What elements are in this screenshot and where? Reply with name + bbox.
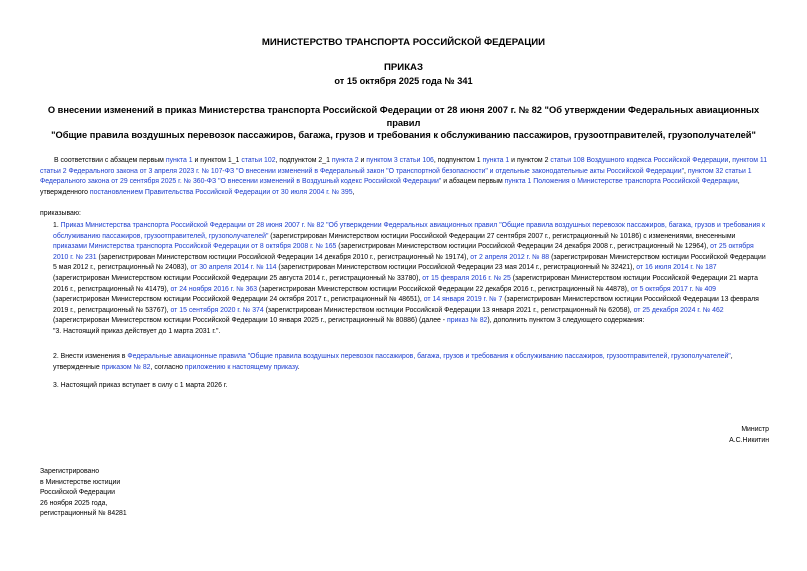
link-federal-law-360[interactable]: пунктом 32 статьи 1 Федерального закона от 29 сентября 2025 г. № 360-ФЗ "О внесении изменений в Воздушный кодекс Российской Федерации" xyxy=(40,167,752,186)
link-order-409[interactable]: от 5 октября 2017 г. № 409 xyxy=(630,285,717,293)
order-word: приказываю: xyxy=(40,210,81,217)
item-text: (зарегистрирован Министерством юстиции Российской Федерации 25 августа 2014 г., регистрационный № 33780), xyxy=(53,274,423,282)
item-text: (зарегистрирован Министерством юстиции Российской Федерации 27 сентября 2007 г., регистрационный № 10186) с изменениями, внесенными xyxy=(268,232,736,240)
link-order-374[interactable]: от 15 сентября 2020 г. № 374 xyxy=(170,306,264,314)
link-government-resolution-395[interactable]: постановлением Правительства Российской Федерации от 30 июля 2004 г. № 395 xyxy=(89,188,353,196)
document-title xyxy=(40,104,767,142)
link-order-231[interactable]: от 25 октября 2010 г. № 231 xyxy=(53,243,754,261)
preamble-text: , утвержденного xyxy=(40,178,740,196)
item-text: (зарегистрирован Министерством юстиции Российской Федерации 5 мая 2012 г., регистрационный № 24083), xyxy=(53,253,766,272)
item-text: 2. Внести изменения в xyxy=(53,353,128,360)
item-text: (зарегистрирован Министерством юстиции Российской Федерации 13 февраля 2019 г., регистрационный № 53767), xyxy=(53,296,759,314)
link-order-7[interactable]: от 14 января 2019 г. № 7 xyxy=(423,296,503,304)
item-text: (зарегистрирован Министерством юстиции Российской Федерации 10 января 2025 г., регистрационный № 80886) (далее - xyxy=(53,317,447,325)
link-order-25[interactable]: от 15 февраля 2016 г. № 25 xyxy=(422,274,511,282)
preamble-text: и абзацем первым xyxy=(441,178,505,186)
item-text: (зарегистрирован Министерством юстиции Российской Федерации 23 мая 2014 г., регистрационный № 32421), xyxy=(276,264,637,272)
item-text: (зарегистрирован Министерством юстиции Российской Федерации 13 января 2021 г., регистрационный № 62058), xyxy=(263,306,634,314)
link-article-106-p2[interactable]: пункта 2 xyxy=(331,157,359,164)
link-order-165[interactable]: приказами Министерства транспорта Российской Федерации от 8 октября 2008 г. № 165 xyxy=(53,243,337,251)
link-ministry-regulation[interactable]: пункта 1 Положения о Министерстве транспорта Российской Федерации xyxy=(504,178,738,186)
item-text: . xyxy=(297,363,300,371)
preamble-text: , подпунктом 1 xyxy=(433,157,483,164)
item-text: (зарегистрирован Министерством юстиции Российской Федерации 21 марта 2016 г., регистрационный № 41479), xyxy=(53,274,758,293)
link-article-102[interactable]: статьи 102 xyxy=(241,157,276,164)
registration-date: 26 ноября 2025 года, xyxy=(40,499,108,507)
link-federal-law-107[interactable]: пунктом 11 статьи 2 Федерального закона от 3 апреля 2023 г. № 107-ФЗ "О внесении изменений в Федеральный закон "О транспортной безопасности" и отдельные законодательные акты Российской Федерации" xyxy=(40,157,768,175)
item-text: (зарегистрирован Министерством юстиции Российской Федерации 24 октября 2017 г., регистрационный № 48651), xyxy=(53,296,424,304)
preamble-text: и пунктом 1_1 xyxy=(192,157,242,164)
registration-line: в Министерстве юстиции xyxy=(40,478,121,486)
preamble-text: и пунктом 2 xyxy=(509,157,551,164)
title-line-1: О внесении изменений в приказ Министерства транспорта Российской Федерации от 28 июня 2007 г. № 82 "Об утверждении Федеральных авиационных правил xyxy=(47,105,760,128)
item-3-paragraph: 3. Настоящий приказ вступает в силу с 1 марта 2026 г. xyxy=(53,382,228,389)
link-order-462[interactable]: от 25 декабря 2024 г. № 462 xyxy=(633,306,724,314)
link-article-106-p3[interactable]: пунктом 3 статьи 106 xyxy=(366,157,434,164)
registration-line: Зарегистрировано xyxy=(40,468,100,475)
link-air-code-article-108[interactable]: статьи 108 Воздушного кодекса Российской Федерации xyxy=(550,157,729,164)
link-order-363[interactable]: от 24 ноября 2016 г. № 363 xyxy=(170,285,258,293)
document-type: ПРИКАЗ xyxy=(384,62,423,73)
item-text: 1. xyxy=(53,222,61,229)
ministry-heading: МИНИСТЕРСТВО ТРАНСПОРТА РОССИЙСКОЙ ФЕДЕРАЦИИ xyxy=(261,37,546,48)
registration-block xyxy=(40,467,127,520)
preamble-text: , xyxy=(728,157,733,164)
link-order-82-ref[interactable]: приказом № 82 xyxy=(101,363,151,371)
preamble-text: , xyxy=(352,188,355,196)
link-order-82[interactable]: Приказ Министерства транспорта Российской Федерации от 28 июня 2007 г. № 82 "Об утверждении Федеральных авиационных правил "Общие правила воздушных перевозок пассажиров, багажа, грузов и требования к обслуживанию пассажиров, грузоотправителей, грузополучателей" xyxy=(53,222,765,240)
link-order-82-short[interactable]: приказ № 82 xyxy=(447,317,488,325)
link-article-102-p1[interactable]: пункта 1 xyxy=(165,157,193,164)
item-text: , утвержденные xyxy=(53,353,733,371)
preamble-text: , xyxy=(684,167,688,175)
item-text: , согласно xyxy=(150,363,185,371)
item-text: (зарегистрирован Министерством юстиции Российской Федерации 22 декабря 2016 г., регистрационный № 44878), xyxy=(257,285,631,293)
item-text: (зарегистрирован Министерством юстиции Российской Федерации 24 декабря 2008 г., регистрационный № 12964), xyxy=(336,243,711,251)
link-article-108-p1[interactable]: пункта 1 xyxy=(482,157,510,164)
item-text: (зарегистрирован Министерством юстиции Российской Федерации 14 декабря 2010 г., регистрационный № 19174), xyxy=(96,253,471,261)
title-line-2: "Общие правила воздушных перевозок пассажиров, багажа, грузов и требования к обслуживанию пассажиров, грузоотправителей, грузополучателей" xyxy=(51,130,756,140)
signatory-position: Министр xyxy=(741,426,769,433)
link-order-187[interactable]: от 16 июля 2014 г. № 187 xyxy=(636,264,717,272)
item-text: ), дополнить пунктом 3 следующего содержания: xyxy=(487,317,645,325)
link-order-88[interactable]: от 2 апреля 2012 г. № 88 xyxy=(470,253,550,261)
preamble-text: , подпунктом 2_1 xyxy=(275,157,332,164)
signatory-name: А.С.Никитин xyxy=(729,437,769,444)
preamble-text: и xyxy=(358,157,367,164)
signature-block xyxy=(649,424,769,446)
registration-line: Российской Федерации xyxy=(40,489,115,496)
link-order-114[interactable]: от 30 апреля 2014 г. № 114 xyxy=(190,264,277,272)
item-1-paragraph xyxy=(53,221,770,327)
item-2-paragraph xyxy=(53,352,770,373)
link-federal-aviation-rules[interactable]: Федеральные авиационные правила "Общие правила воздушных перевозок пассажиров, багажа, грузов и требования к обслуживанию пассажиров, грузоотправителей, грузополучателей" xyxy=(127,353,731,360)
link-appendix[interactable]: приложению к настоящему приказу xyxy=(184,363,298,371)
quoted-clause: "3. Настоящий приказ действует до 1 марта 2031 г.". xyxy=(53,328,221,335)
registration-number: регистрационный № 84281 xyxy=(40,510,127,517)
preamble-paragraph xyxy=(40,156,770,198)
document-date-number: от 15 октября 2025 года № 341 xyxy=(334,76,473,86)
preamble-text: В соответствии с абзацем первым xyxy=(54,157,166,164)
